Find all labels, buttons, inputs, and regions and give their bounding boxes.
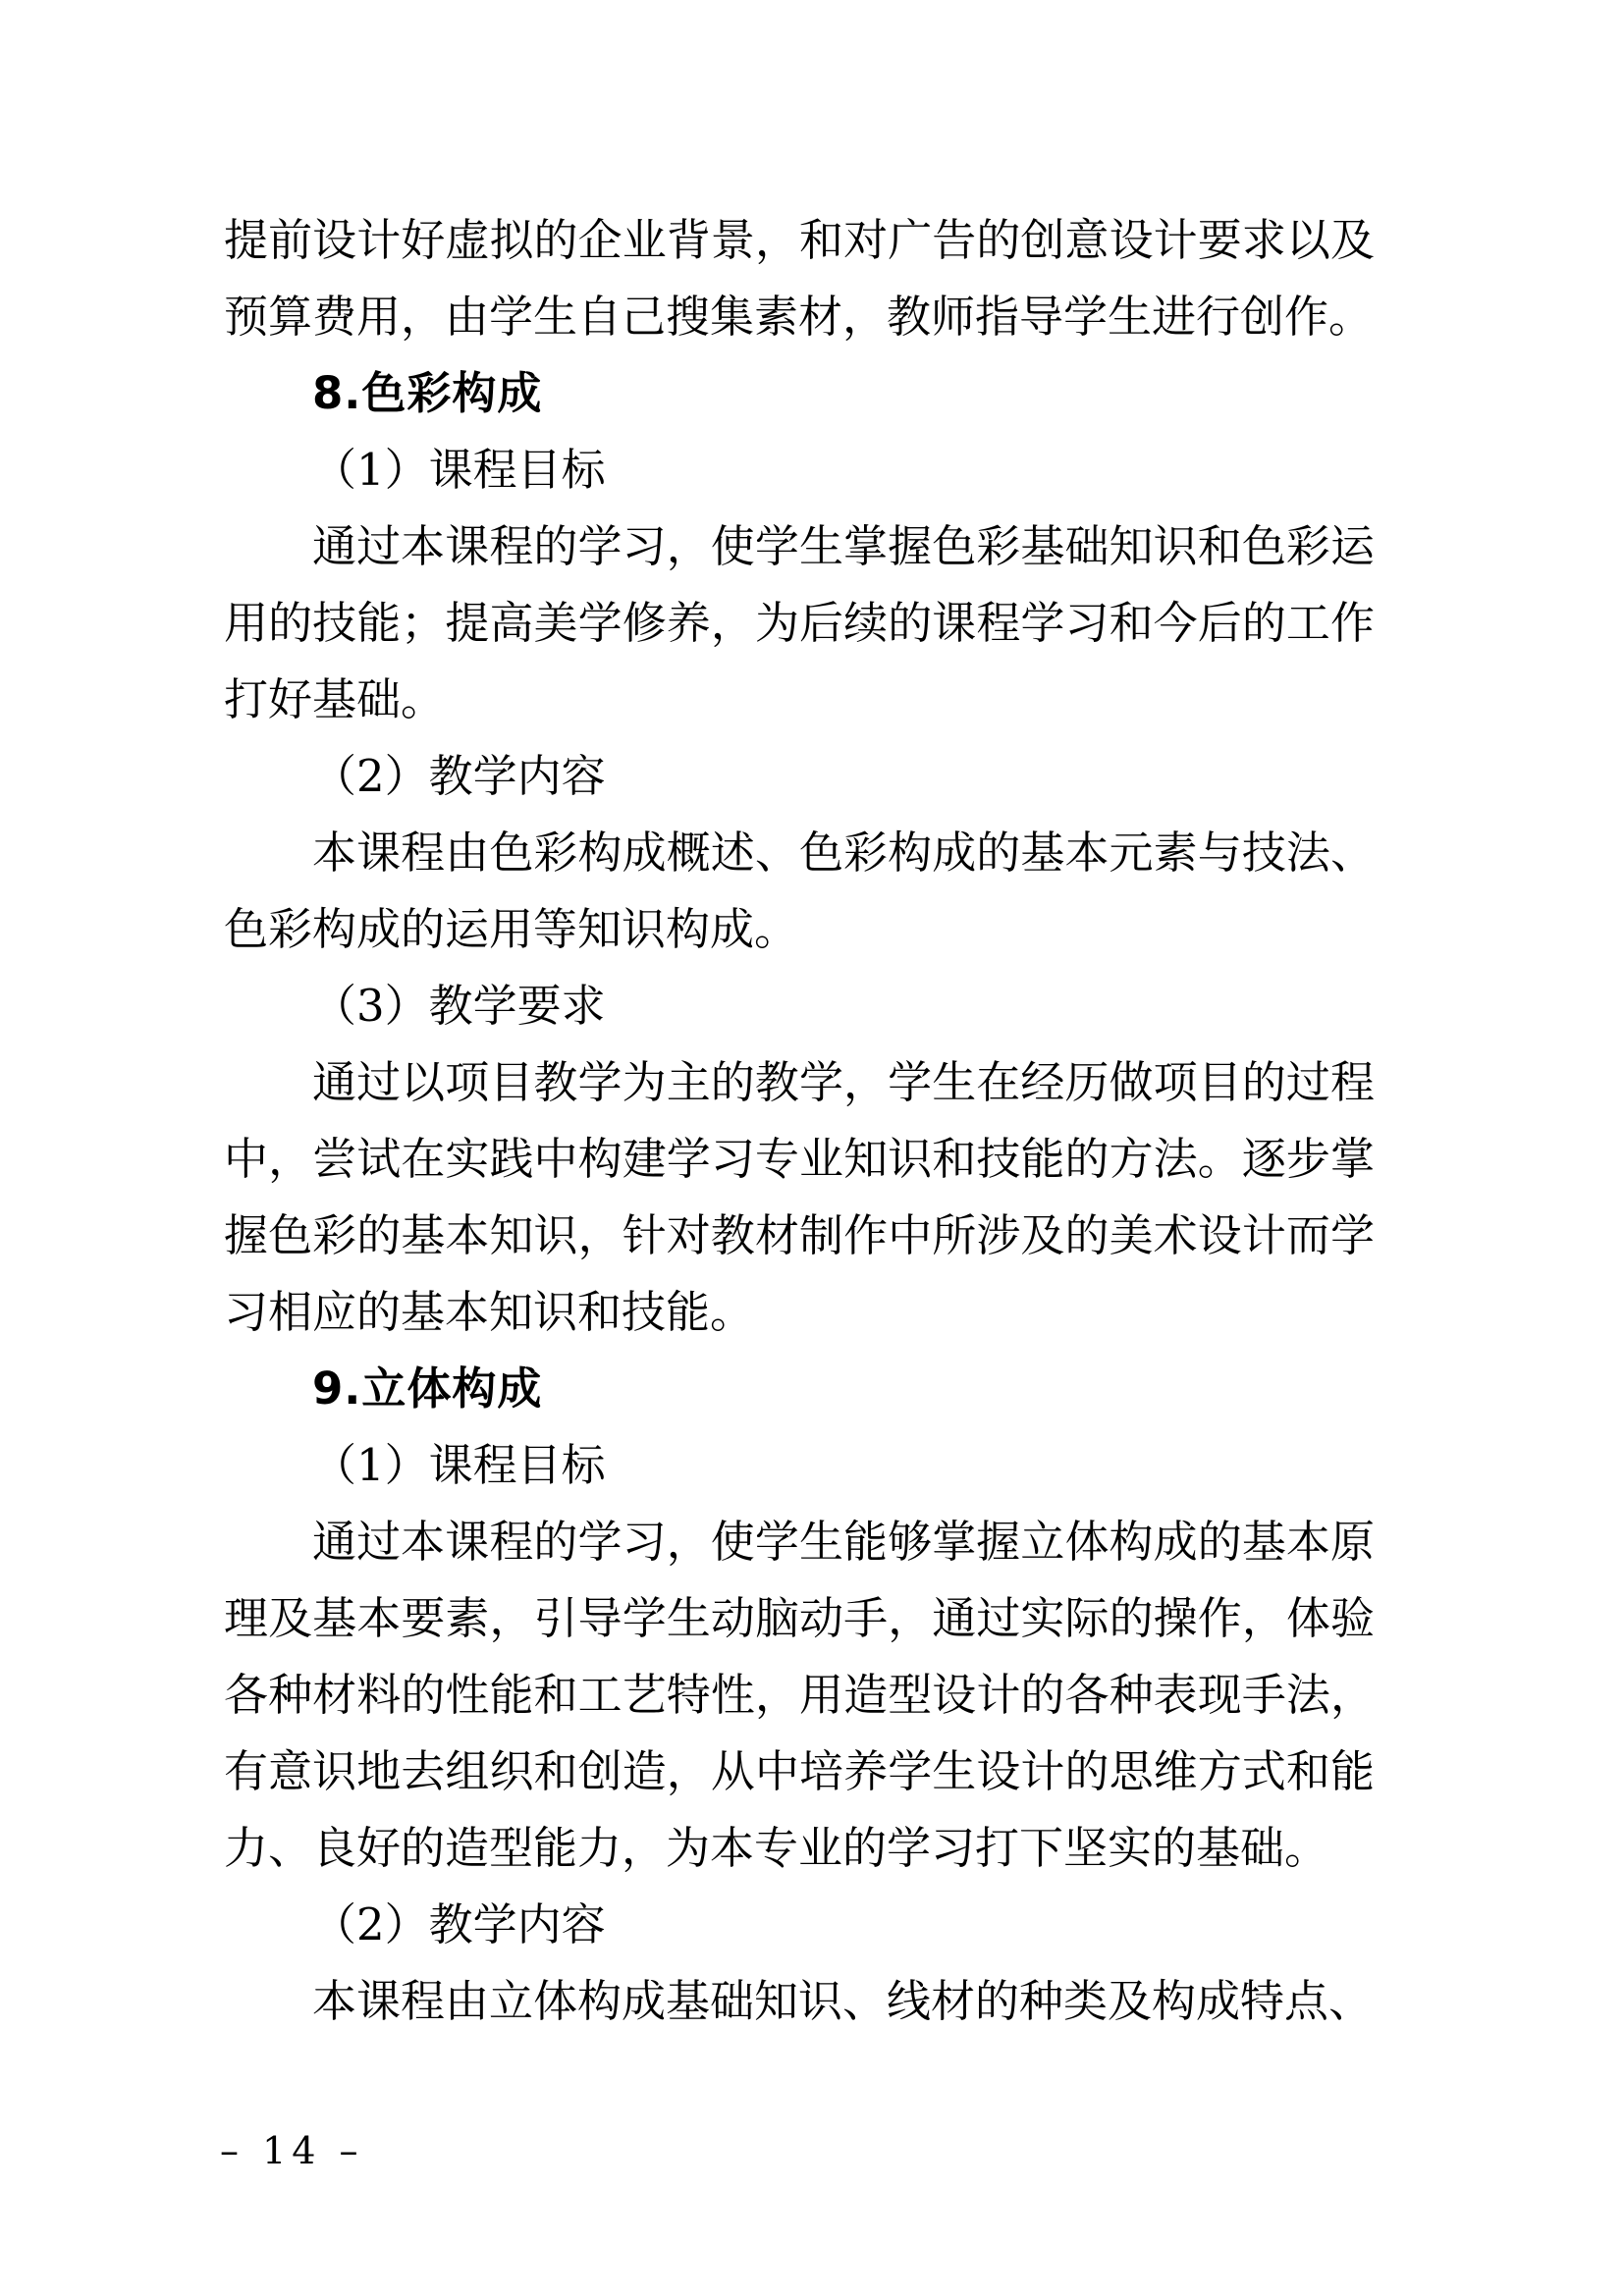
paragraph: 本课程由色彩构成概述、色彩构成的基本元素与技法、色彩构成的运用等知识构成。 <box>224 827 1375 955</box>
document-body <box>224 202 1375 2040</box>
section-heading: 8.色彩构成 <box>312 367 543 419</box>
paragraph: 提前设计好虚拟的企业背景，和对广告的创意设计要求以及预算费用，由学生自己搜集素材，教师指导学生进行创作。 <box>224 214 1375 343</box>
sub-heading: （2）教学内容 <box>312 1898 606 1950</box>
page-number: – 14 – <box>220 2129 364 2172</box>
sub-heading: （1）课程目标 <box>312 1439 606 1491</box>
paragraph: 通过本课程的学习，使学生能够掌握立体构成的基本原理及基本要素，引导学生动脑动手，通过实际的操作，体验各种材料的性能和工艺特性，用造型设计的各种表现手法，有意识地去组织和创造，从中培养学生设计的思维方式和能力、良好的造型能力，为本专业的学习打下坚实的基础。 <box>224 1516 1375 1874</box>
sub-heading: （2）教学内容 <box>312 750 606 802</box>
paragraph: 通过本课程的学习，使学生掌握色彩基础知识和色彩运用的技能；提高美学修养，为后续的课程学习和今后的工作打好基础。 <box>224 520 1375 725</box>
section-heading: 9.立体构成 <box>312 1362 543 1415</box>
paragraph: 本课程由立体构成基础知识、线材的种类及构成特点、 <box>312 1975 1374 2027</box>
sub-heading: （3）教学要求 <box>312 980 606 1032</box>
paragraph: 通过以项目教学为主的教学，学生在经历做项目的过程中，尝试在实践中构建学习专业知识和技能的方法。逐步掌握色彩的基本知识，针对教材制作中所涉及的美术设计而学习相应的基本知识和技能。 <box>224 1056 1375 1338</box>
sub-heading: （1）课程目标 <box>312 444 606 496</box>
